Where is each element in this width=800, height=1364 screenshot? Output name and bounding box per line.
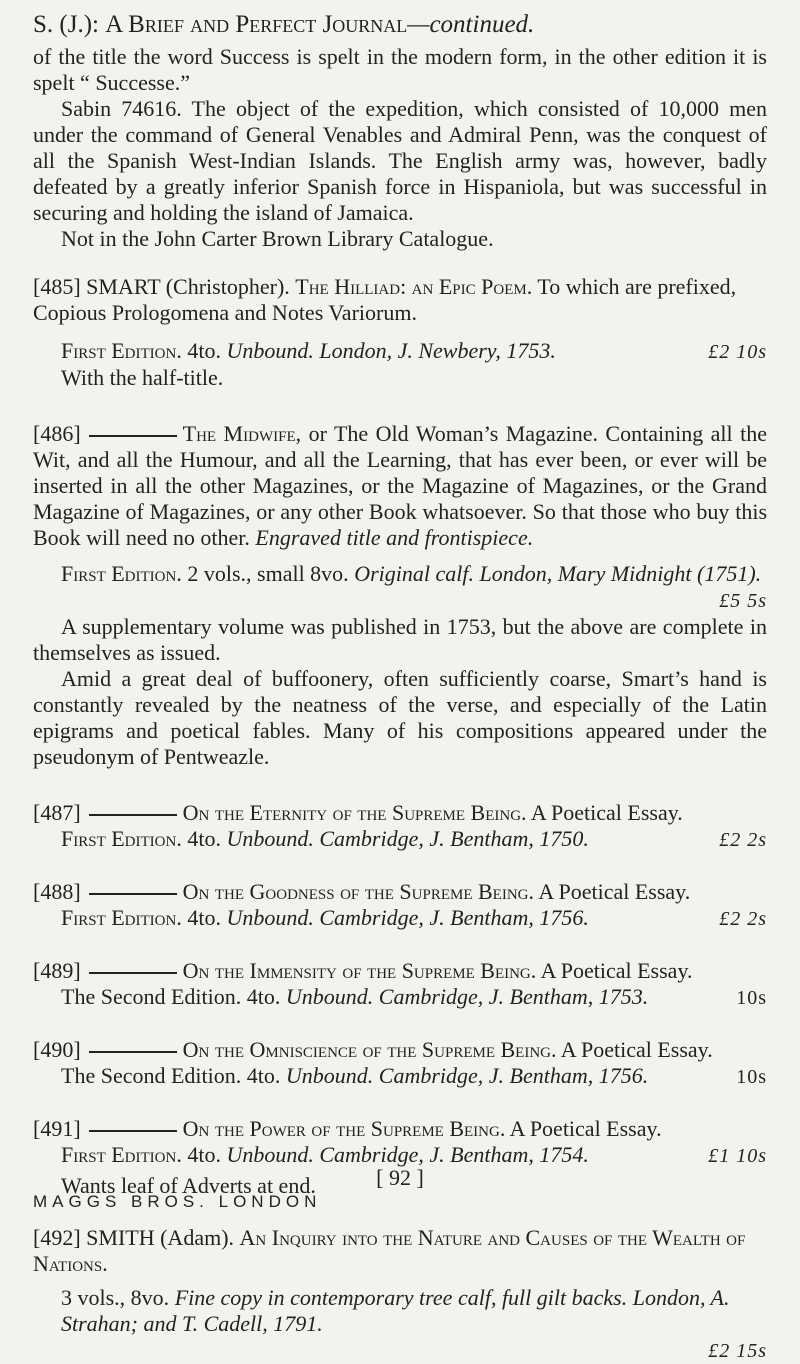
entry-heading: [33, 879, 767, 905]
entry-binding: Unbound.: [226, 338, 314, 363]
entry-imprint: Cambridge, J. Bentham, 1750.: [319, 826, 589, 851]
entry-details-row: [33, 826, 767, 853]
entry-489: [33, 958, 767, 1011]
entry-485: [33, 274, 767, 391]
catalogue-page: [0, 10, 800, 1362]
entry-note-1: A supplementary volume was published in 1753, but the above are complete in themselves as issued.: [33, 614, 767, 665]
entry-format: 4to.: [246, 984, 281, 1009]
entry-format: 2 vols., small 8vo.: [187, 561, 349, 586]
header-prefix: S. (J.):: [33, 11, 106, 38]
entry-author: SMART (Christopher).: [86, 274, 290, 299]
entry-488: [33, 879, 767, 932]
entry-492: [33, 1225, 767, 1364]
entry-number: [490]: [33, 1037, 81, 1062]
entry-details: [33, 1285, 767, 1337]
entry-number: [486]: [33, 421, 81, 446]
entry-heading: [33, 958, 767, 984]
entry-price: £2 2s: [719, 908, 767, 930]
entry-subtitle: A Poetical Essay.: [538, 879, 691, 904]
entry-edition: First Edition.: [61, 561, 182, 586]
entry-heading: [33, 800, 767, 826]
entry-subtitle: A Poetical Essay.: [540, 958, 693, 983]
entry-number: [492]: [33, 1225, 81, 1250]
entry-imprint: Cambridge, J. Bentham, 1756.: [378, 1063, 649, 1088]
header-suffix: —continued.: [407, 11, 535, 38]
entry-number: [487]: [33, 800, 81, 825]
entry-subtitle: A Poetical Essay.: [509, 1116, 662, 1141]
entry-heading: [33, 421, 767, 551]
entry-imprint: London, A. Strahan; and T. Cadell, 1791.: [61, 1285, 730, 1336]
entry-title: On the Eternity of the Supreme Being.: [182, 800, 527, 825]
entry-edition: First Edition.: [61, 826, 182, 851]
entry-binding: Unbound.: [226, 905, 314, 930]
entry-price: £5 5s: [719, 590, 767, 612]
entry-number: [491]: [33, 1116, 81, 1141]
entry-price: 10s: [736, 987, 767, 1009]
page-number: [ 92 ]: [376, 1165, 424, 1190]
entry-imprint: Cambridge, J. Bentham, 1756.: [319, 905, 589, 930]
entry-title: On the Immensity of the Supreme Being.: [182, 958, 537, 983]
entry-binding: Unbound.: [285, 984, 374, 1009]
entry-format: 4to.: [187, 826, 221, 851]
entry-heading: [33, 1116, 767, 1142]
entry-subtitle: A Poetical Essay.: [560, 1037, 713, 1062]
entry-author: SMITH (Adam).: [86, 1225, 235, 1250]
entry-illustration-note: Engraved title and frontispiece.: [255, 525, 534, 550]
entry-title: The Hilliad: an Epic Poem.: [295, 274, 533, 299]
entry-heading: [33, 274, 767, 326]
entry-imprint: London, Mary Midnight (1751).: [479, 561, 762, 586]
entry-details-row: [33, 905, 767, 932]
entry-binding: Unbound.: [226, 1142, 314, 1167]
entry-title: On the Goodness of the Supreme Being.: [182, 879, 535, 904]
entry-price: £2 2s: [719, 829, 767, 851]
intro-paragraph-2: Sabin 74616. The object of the expedition, which consisted of 10,000 men under the command of General Venables and Admiral Penn, was the conquest of all the Spanish West-Indian Islands. The English army was, however, badly defeated by a greatly inferior Spanish force in Hispaniola, but was successful in securing and holding the island of Jamaica.: [33, 96, 767, 225]
entry-note: Wants leaf of Adverts at end.: [61, 1173, 316, 1198]
entry-price: 10s: [736, 1066, 767, 1088]
entry-490: [33, 1037, 767, 1090]
entry-title: The Midwife,: [182, 421, 302, 446]
entry-imprint: Cambridge, J. Bentham, 1753.: [378, 984, 649, 1009]
entry-486: [33, 421, 767, 770]
entry-binding: Fine copy in contemporary tree calf, full gilt backs.: [174, 1285, 628, 1310]
entry-price: £1 10s: [708, 1145, 767, 1167]
entry-format: 4to.: [187, 905, 221, 930]
publisher-imprint: MAGGS BROS. LONDON: [33, 1192, 322, 1211]
entry-title: On the Power of the Supreme Being.: [182, 1116, 506, 1141]
entry-format: 3 vols., 8vo.: [61, 1285, 170, 1310]
ditto-rule: [89, 435, 177, 437]
header-title: A Brief and Perfect Journal: [105, 11, 408, 38]
entry-number: [488]: [33, 879, 81, 904]
entry-edition: First Edition.: [61, 1142, 182, 1167]
entry-heading: [33, 1037, 767, 1063]
entry-format: 4to.: [187, 338, 221, 363]
running-header: [33, 10, 767, 40]
entry-format: 4to.: [187, 1142, 221, 1167]
intro-paragraph-3: Not in the John Carter Brown Library Catalogue.: [61, 226, 494, 251]
entry-details-row: [33, 338, 767, 365]
entry-note: With the half-title.: [61, 365, 224, 390]
entry-price: £2 10s: [708, 341, 767, 363]
entry-imprint: Cambridge, J. Bentham, 1754.: [319, 1142, 589, 1167]
entry-edition: The Second Edition.: [61, 1063, 242, 1088]
intro-paragraph-1: of the title the word Success is spelt in the modern form, in the other edition it is spelt “ Successe.”: [33, 44, 767, 95]
entry-format: 4to.: [246, 1063, 281, 1088]
entry-number: [489]: [33, 958, 81, 983]
ditto-rule: [89, 893, 177, 895]
entry-487: [33, 800, 767, 853]
entry-title-rest: or The Old Woman’s Magazine. Containing all the Wit, and all the Humour, and all the Learning, that has ever been, or ever will be inserted in all the other Magazines, or the Magazine of Magazines, or the Grand Magazine of Magazines, or any other Book whatsoever. So that those who buy this Book will need no other.: [33, 421, 767, 550]
ditto-rule: [89, 814, 177, 816]
entry-price: £2 15s: [708, 1340, 767, 1362]
entry-title: An Inquiry into the Nature and Causes of the Wealth of Nations.: [33, 1225, 746, 1276]
ditto-rule: [89, 1130, 177, 1132]
entry-edition: The Second Edition.: [61, 984, 242, 1009]
entry-title-rest: To which are prefixed, Copious Prologomena and Notes Variorum.: [33, 274, 737, 325]
entry-details-row: [33, 984, 767, 1011]
ditto-rule: [89, 1051, 177, 1053]
entry-details-row: [33, 1063, 767, 1090]
entry-subtitle: A Poetical Essay.: [530, 800, 683, 825]
entry-number: [485]: [33, 274, 81, 299]
entry-edition: First Edition.: [61, 905, 182, 930]
entry-title: On the Omniscience of the Supreme Being.: [182, 1037, 557, 1062]
entry-imprint: London, J. Newbery, 1753.: [319, 338, 556, 363]
ditto-rule: [89, 972, 177, 974]
entry-binding: Unbound.: [285, 1063, 374, 1088]
entry-binding: Original calf.: [354, 561, 474, 586]
entry-binding: Unbound.: [226, 826, 314, 851]
entry-heading: [33, 1225, 767, 1277]
entry-details: [33, 561, 767, 587]
entry-edition: First Edition.: [61, 338, 182, 363]
entry-note-2: Amid a great deal of buffoonery, often sufficiently coarse, Smart’s hand is constantly revealed by the neatness of the verse, and especially of the Latin epigrams and poetical fables. Many of his compositions appeared under the pseudonym of Pentweazle.: [33, 666, 767, 769]
